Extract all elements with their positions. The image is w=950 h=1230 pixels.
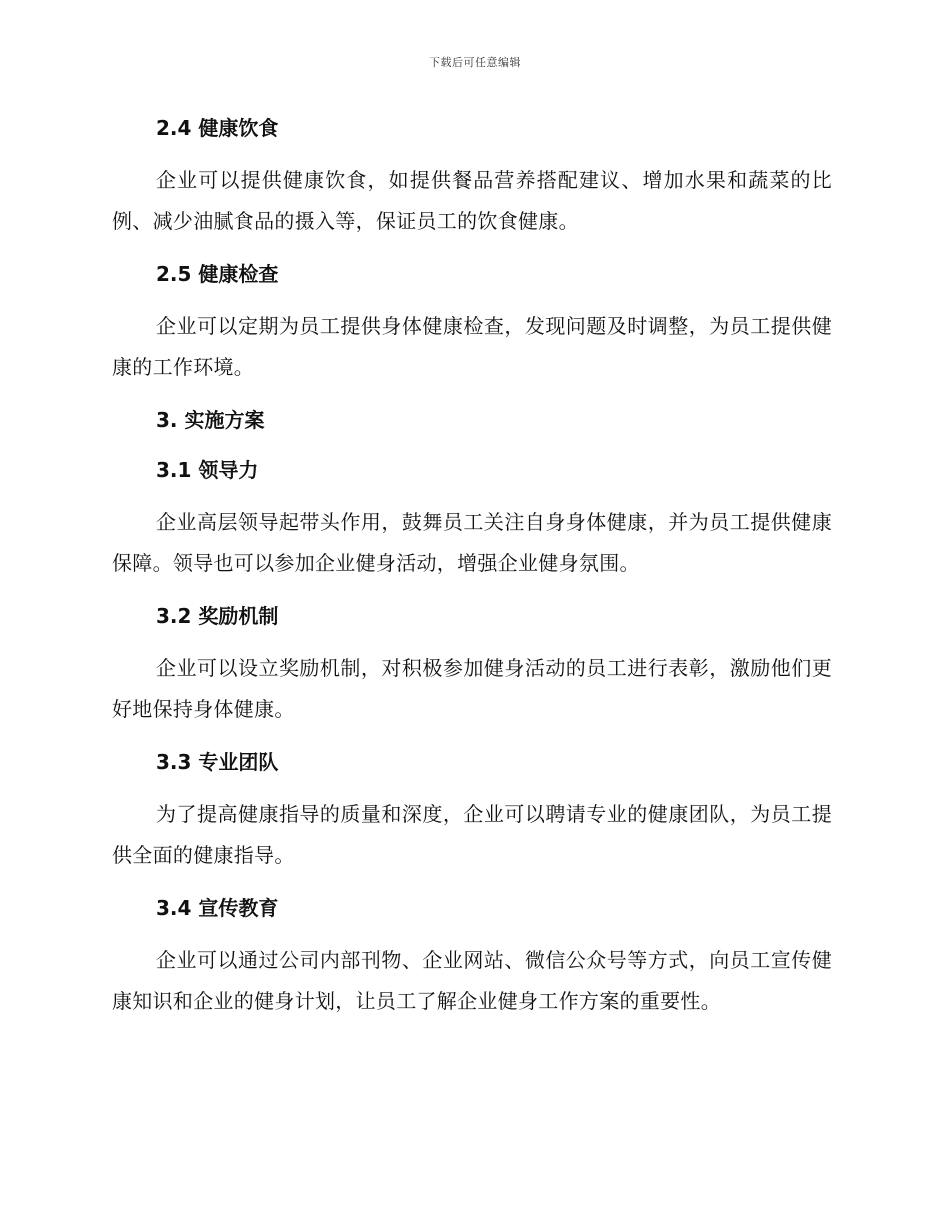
section-body-3-1: 企业高层领导起带头作用，鼓舞员工关注自身身体健康，并为员工提供健康保障。领导也可以参加企业健身活动，增强企业健身氛围。	[112, 510, 832, 575]
section-heading-3: 3. 实施方案	[156, 408, 265, 432]
section-body-3-4: 企业可以通过公司内部刊物、企业网站、微信公众号等方式，向员工宣传健康知识和企业的健身计划，让员工了解企业健身工作方案的重要性。	[112, 948, 832, 1013]
section-heading-3-1: 3.1 领导力	[156, 458, 259, 482]
section-heading-2-5: 2.5 健康检查	[156, 262, 279, 286]
document-body	[112, 108, 832, 1034]
page-header: 下载后可任意编辑	[429, 56, 521, 69]
section-body-2-4: 企业可以提供健康饮食，如提供餐品营养搭配建议、增加水果和蔬菜的比例、减少油腻食品的摄入等，保证员工的饮食健康。	[112, 168, 832, 233]
section-heading-3-2: 3.2 奖励机制	[156, 604, 279, 628]
section-body-2-5: 企业可以定期为员工提供身体健康检查，发现问题及时调整，为员工提供健康的工作环境。	[112, 314, 832, 379]
section-heading-3-4: 3.4 宣传教育	[156, 896, 279, 920]
section-body-3-2: 企业可以设立奖励机制，对积极参加健身活动的员工进行表彰，激励他们更好地保持身体健康。	[112, 656, 832, 721]
section-heading-2-4: 2.4 健康饮食	[156, 116, 279, 140]
section-heading-3-3: 3.3 专业团队	[156, 750, 279, 774]
section-body-3-3: 为了提高健康指导的质量和深度，企业可以聘请专业的健康团队，为员工提供全面的健康指导。	[112, 802, 832, 867]
